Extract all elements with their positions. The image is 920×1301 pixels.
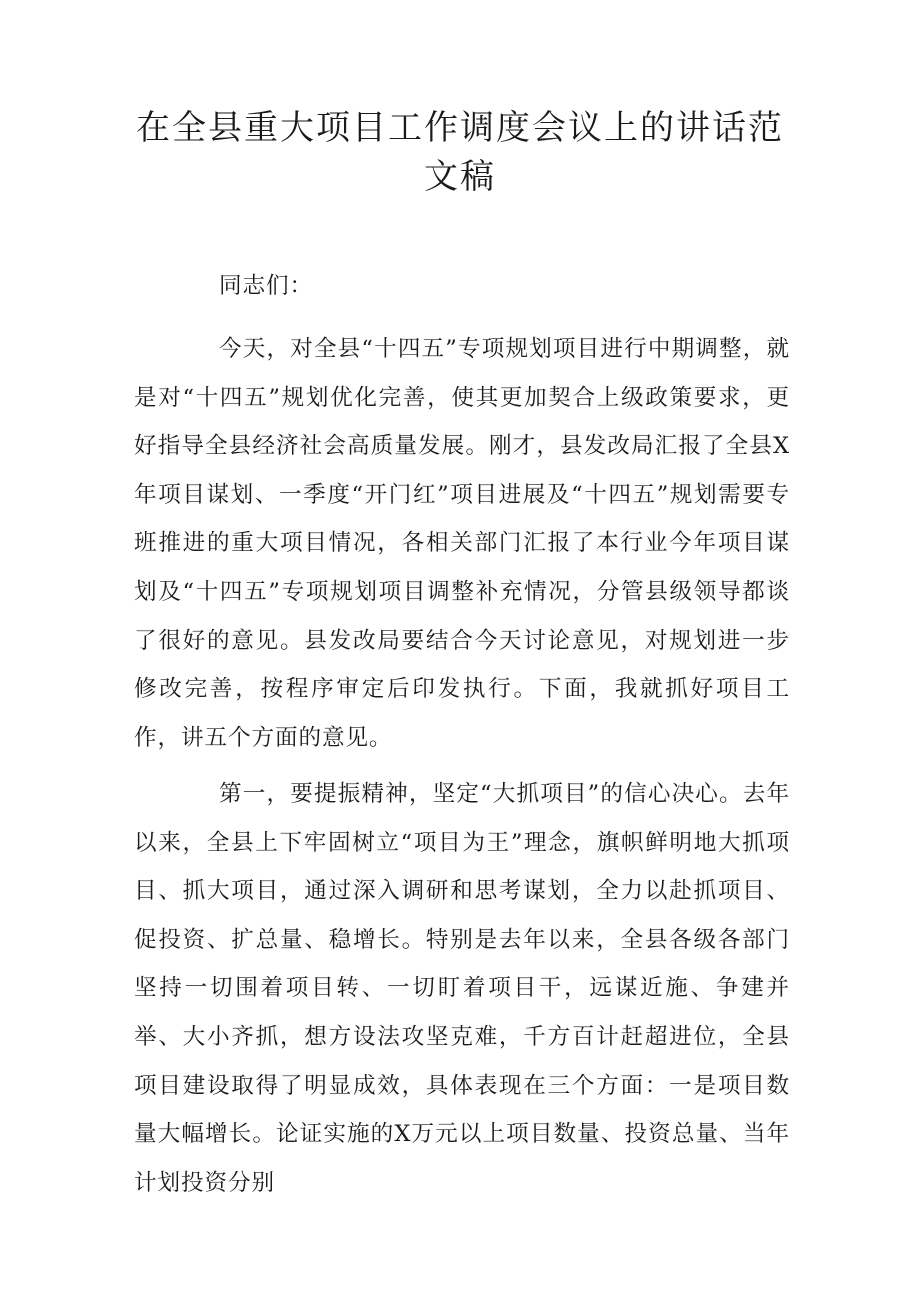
document-title: 在全县重大项目工作调度会议上的讲话范文稿 xyxy=(136,108,784,197)
paragraph-2: 第一，要提振精神，坚定“大抓项目”的信心决心。去年以来，全县上下牢固树立“项目为王”理念，旗帜鲜明地大抓项目、抓大项目，通过深入调研和思考谋划，全力以赴抓项目、促投资、扩总量、稳增长。特别是去年以来，全县各级各部门坚持一切围着项目转、一切盯着项目干，远谋近施、争建并举、大小齐抓，想方设法攻坚克难，千方百计赶超进位，全县项目建设取得了明显成效，具体表现在三个方面：一是项目数量大幅增长。论证实施的X万元以上项目数量、投资总量、当年计划投资分别 xyxy=(134,781,790,1196)
salutation: 同志们： xyxy=(219,273,313,299)
paragraph-1: 今天，对全县“十四五”专项规划项目进行中期调整，就是对“十四五”规划优化完善，使其更加契合上级政策要求，更好指导全县经济社会高质量发展。刚才，县发改局汇报了全县X年项目谋划、一季度“开门红”项目进展及“十四五”规划需要专班推进的重大项目情况，各相关部门汇报了本行业今年项目谋划及“十四五”专项规划项目调整补充情况，分管县级领导都谈了很好的意见。县发改局要结合今天讨论意见，对规划进一步修改完善，按程序审定后印发执行。下面，我就抓好项目工作，讲五个方面的意见。 xyxy=(134,336,790,751)
